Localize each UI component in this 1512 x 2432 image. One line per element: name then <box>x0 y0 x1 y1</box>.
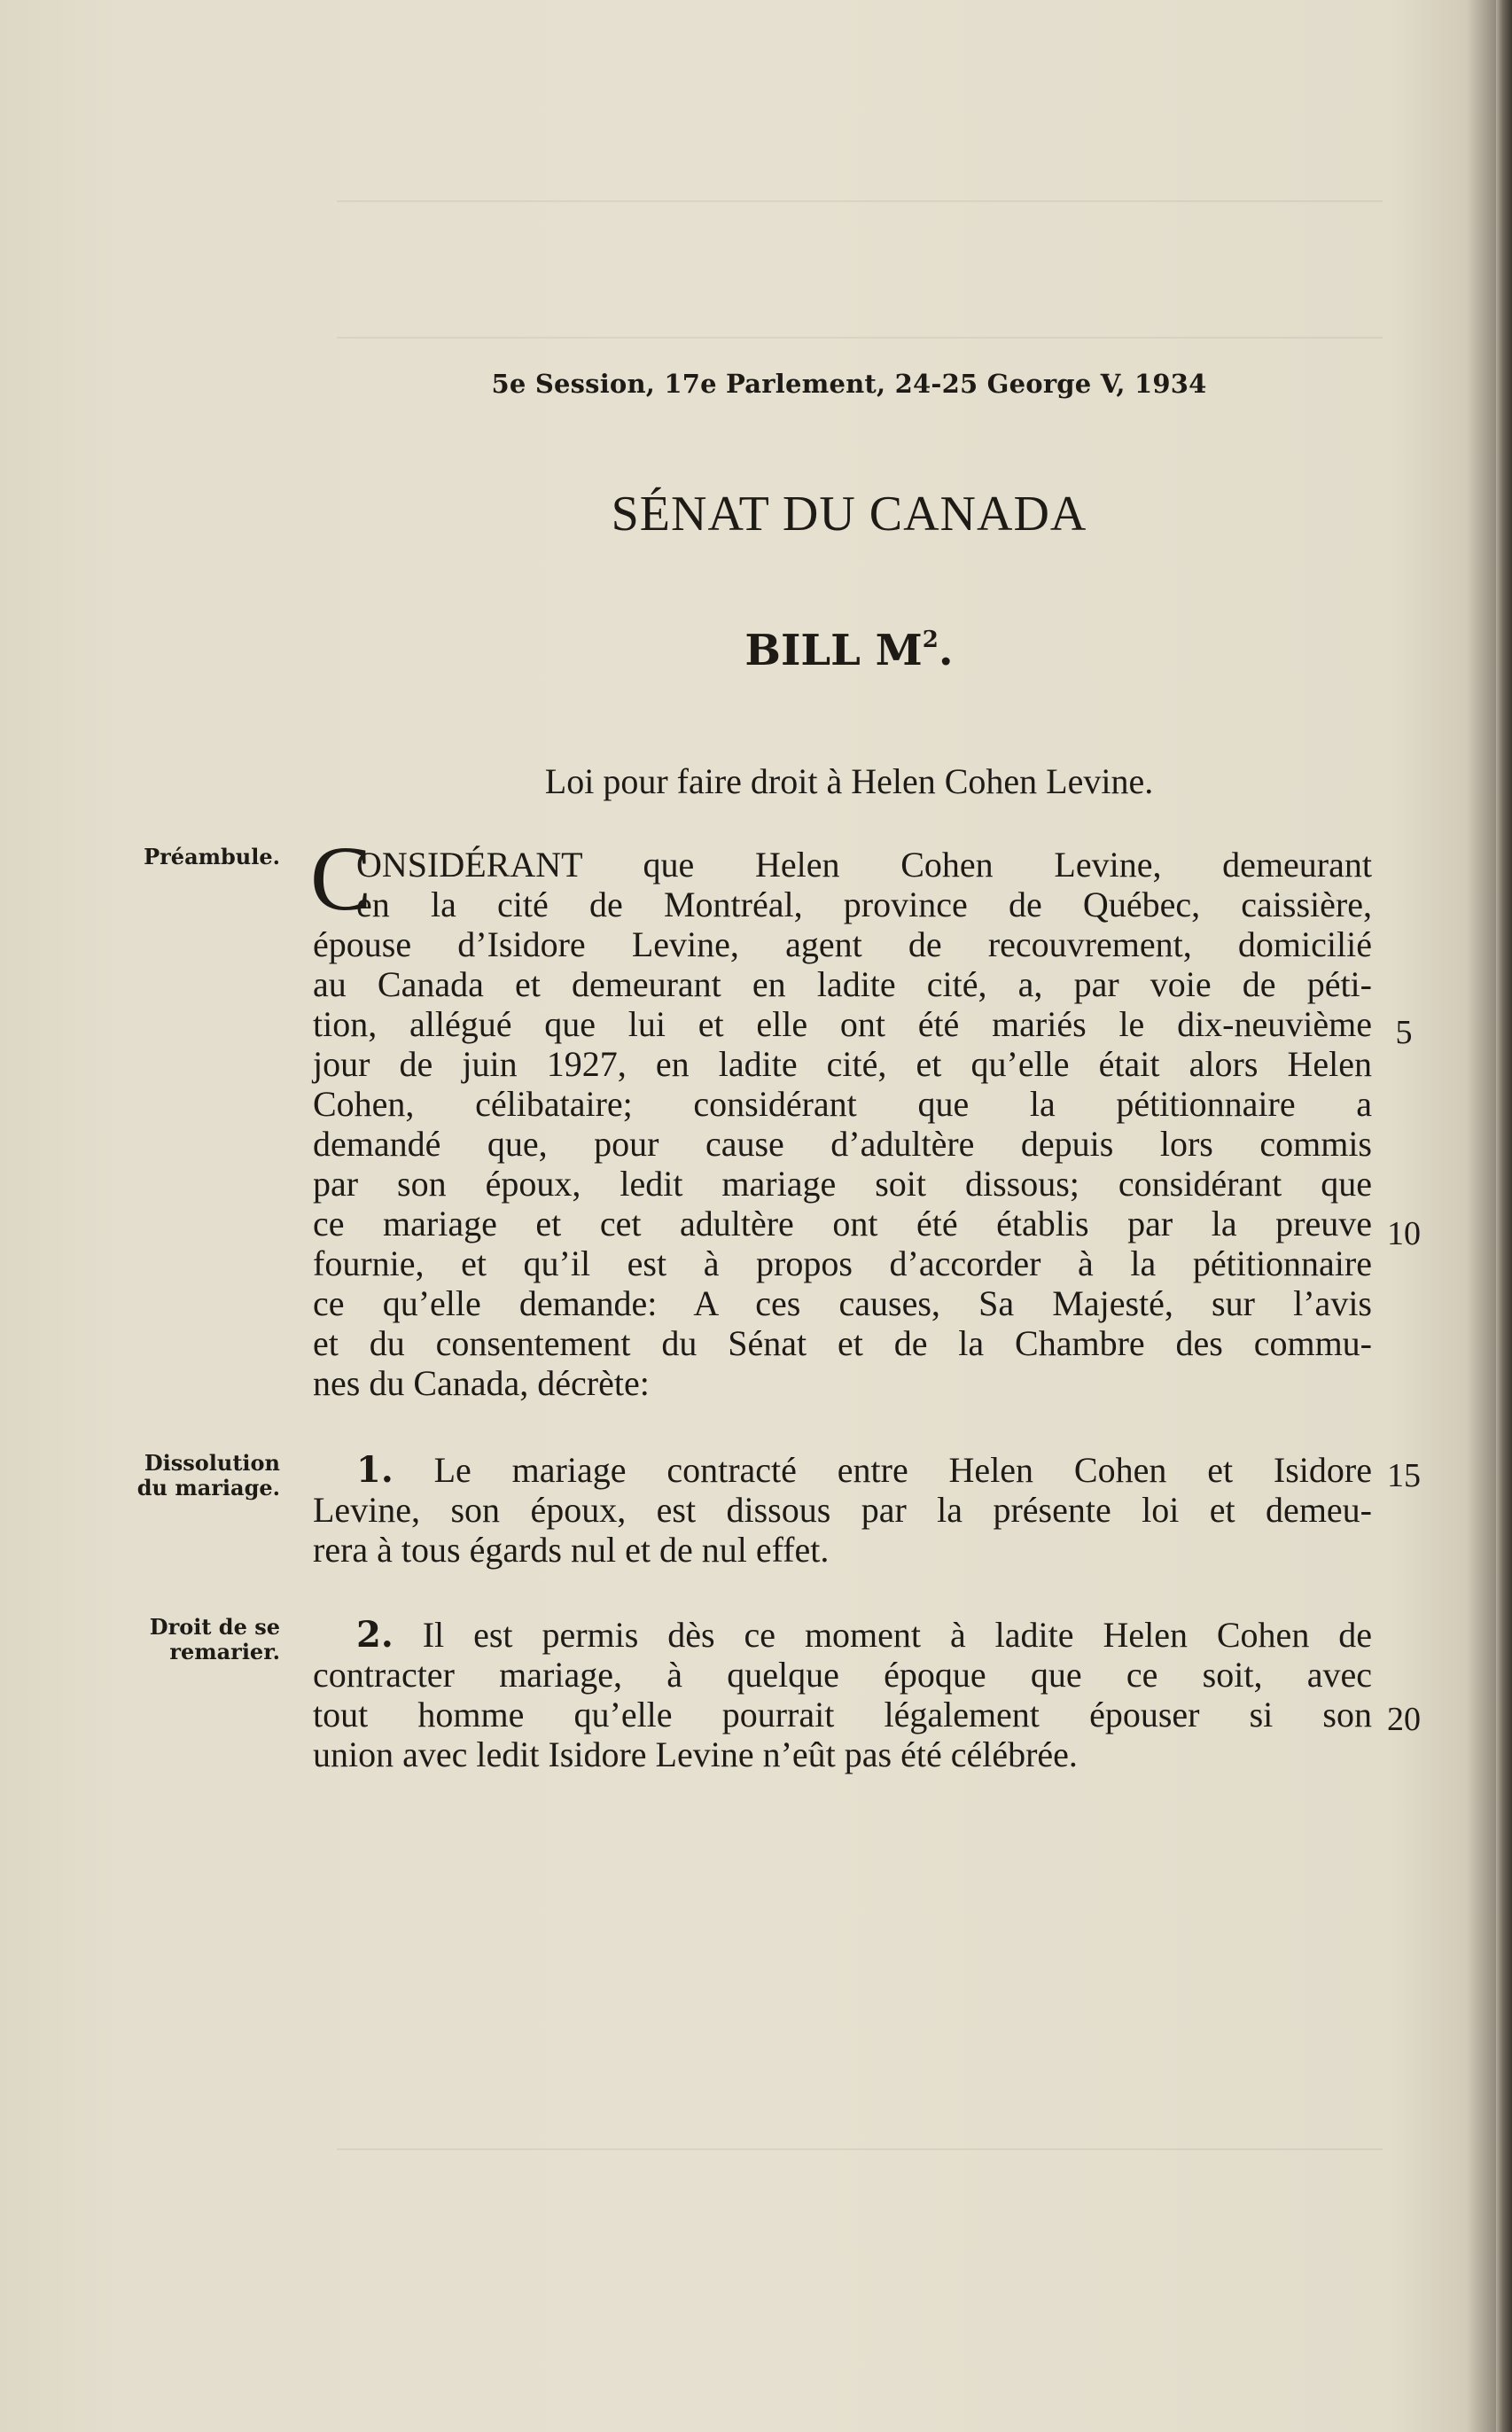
preamble-line: ce mariage et cet adultère ont été établis par la preuve <box>313 1204 1372 1243</box>
line-number: 20 <box>1387 1701 1421 1738</box>
section-2-line: union avec ledit Isidore Levine n’eût pas été célébrée. <box>313 1734 1078 1774</box>
section-2-text: Il est permis dès ce moment à ladite Helen Cohen de <box>422 1615 1373 1655</box>
section-1-text: Le mariage contracté entre Helen Cohen et Isidore <box>433 1450 1372 1490</box>
preamble-line: demandé que, pour cause d’adultère depuis lors commis <box>313 1124 1372 1164</box>
preamble-line: épouse d’Isidore Levine, agent de recouvrement, domicilié <box>313 924 1372 964</box>
section-2-line <box>356 1615 1372 1655</box>
page-edge-shadow <box>1496 0 1512 2432</box>
preamble-line: et du consentement du Sénat et de la Chambre des commu- <box>313 1323 1372 1363</box>
bill-label: BILL M <box>744 626 923 675</box>
bleed-through-line <box>337 2148 1383 2150</box>
line-number: 10 <box>1387 1215 1421 1252</box>
margin-note-text: Dissolution <box>144 1450 280 1476</box>
bill-period: . <box>938 626 954 675</box>
preamble-line: ce qu’elle demande: A ces causes, Sa Majesté, sur l’avis <box>313 1283 1372 1323</box>
preamble-line: tion, allégué que lui et elle ont été mariés le dix-neuvième <box>313 1004 1372 1044</box>
preamble-line: au Canada et demeurant en ladite cité, a, par voie de péti- <box>313 964 1372 1004</box>
section-1-line: rera à tous égards nul et de nul effet. <box>313 1530 830 1570</box>
dropcap-letter: C <box>310 828 372 930</box>
session-line: 5e Session, 17e Parlement, 24-25 George V, 1934 <box>491 369 1207 399</box>
section-1-number: 1. <box>356 1449 394 1491</box>
margin-note-remarry <box>85 1615 280 1664</box>
senate-heading: SÉNAT DU CANADA <box>611 487 1087 542</box>
preamble-line: ONSIDÉRANT que Helen Cohen Levine, demeurant <box>356 845 1372 885</box>
preamble-line: jour de juin 1927, en ladite cité, et qu’elle était alors Helen <box>313 1044 1372 1084</box>
margin-note-text: du mariage. <box>136 1475 280 1501</box>
section-2-line: contracter mariage, à quelque époque que ce soit, avec <box>313 1655 1372 1695</box>
margin-note-text: remarier. <box>169 1639 280 1664</box>
line-number: 5 <box>1395 1014 1413 1051</box>
preamble-line: en la cité de Montréal, province de Québec, caissière, <box>356 885 1372 924</box>
section-1-line <box>356 1450 1372 1490</box>
margin-note-dissolution <box>85 1451 280 1501</box>
margin-note-preamble <box>85 845 280 869</box>
bill-superscript: 2 <box>922 627 939 653</box>
preamble-line: fournie, et qu’il est à propos d’accorder à la pétitionnaire <box>313 1243 1372 1283</box>
line-number: 15 <box>1387 1457 1421 1494</box>
bill-number <box>0 626 1512 675</box>
preamble-line: par son époux, ledit mariage soit dissous; considérant que <box>313 1164 1372 1204</box>
bleed-through-line <box>337 337 1383 339</box>
preamble-line: nes du Canada, décrète: <box>313 1363 650 1403</box>
preamble-line: Cohen, célibataire; considérant que la pétitionnaire a <box>313 1084 1372 1124</box>
margin-note-text: Préambule. <box>144 844 280 869</box>
margin-note-text: Droit de se <box>149 1614 280 1640</box>
bleed-through-line <box>337 200 1383 202</box>
bill-title: Loi pour faire droit à Helen Cohen Levine. <box>544 761 1154 801</box>
section-2-number: 2. <box>356 1614 394 1656</box>
section-2-line: tout homme qu’elle pourrait légalement épouser si son <box>313 1695 1372 1734</box>
section-1-line: Levine, son époux, est dissous par la présente loi et demeu- <box>313 1490 1372 1530</box>
